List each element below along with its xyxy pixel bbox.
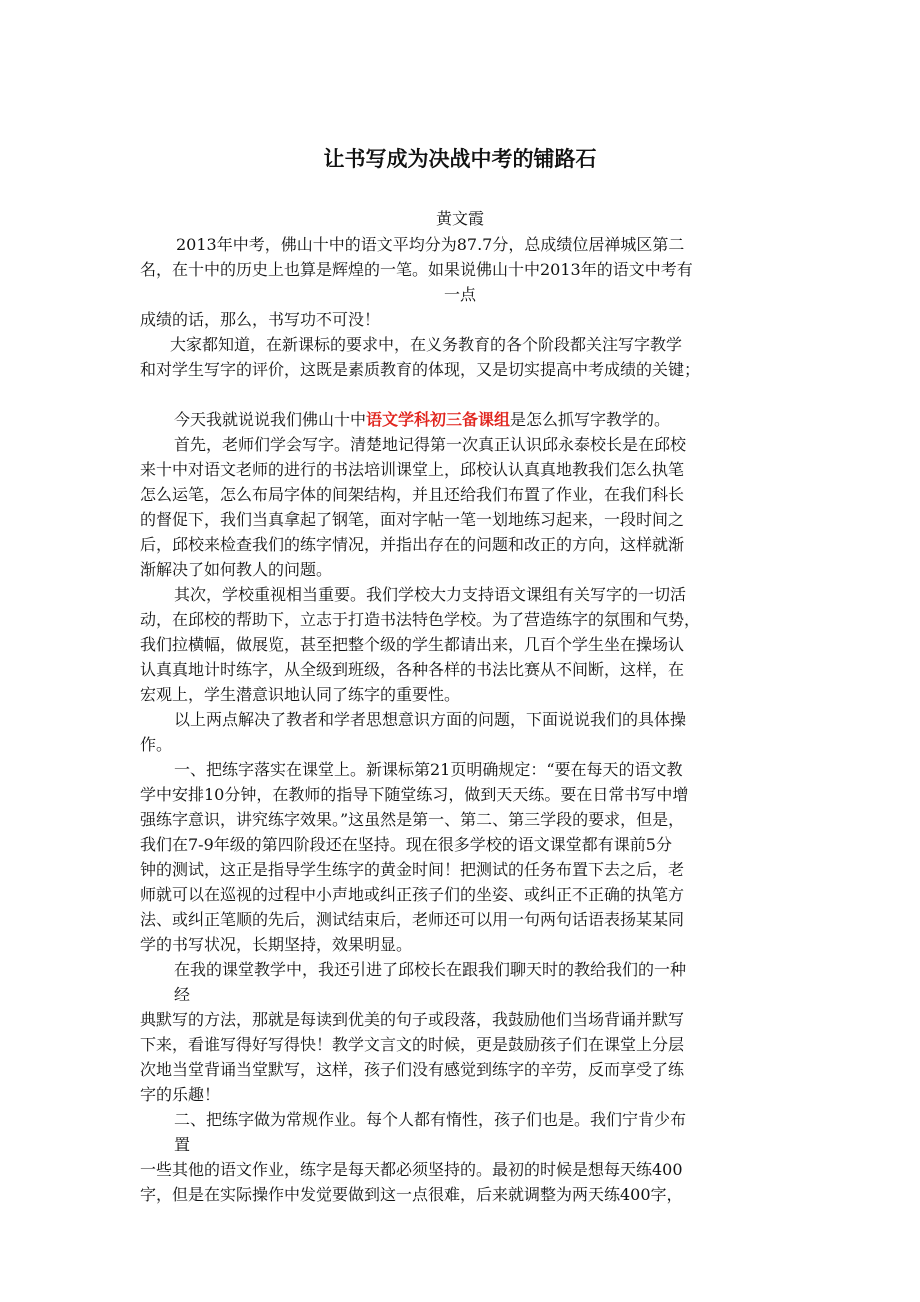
highlighted-group-name: 语文学科初三备课组 xyxy=(366,410,511,429)
text-line: 学的书写状况，长期坚持，效果明显。 xyxy=(140,935,413,954)
text-line: 典默写的方法，那就是每读到优美的句子或段落，我鼓励他们当场背诵并默写 xyxy=(140,1010,685,1029)
blank-line xyxy=(140,382,780,407)
text-line: 字的乐趣！ xyxy=(140,1085,221,1104)
text-line: 学中安排10分钟，在教师的指导下随堂练习，做到天天练。要在日常书写中增 xyxy=(140,785,689,804)
author-name: 黄文霞 xyxy=(435,209,484,228)
text-line: 强练字意识，讲究练字效果。”这虽然是第一、第二、第三学段的要求，但是， xyxy=(140,810,685,829)
text-line: 我们在7-9年级的第四阶段还在坚持。现在很多学校的语文课堂都有课前5分 xyxy=(140,835,672,854)
text-line: 一、把练字落实在课堂上。新课标第21页明确规定：“要在每天的语文教 xyxy=(174,760,683,779)
text-line: 的督促下，我们当真拿起了钢笔，面对字帖一笔一划地练习起来，一段时间之 xyxy=(140,510,685,529)
text-line: 后，邱校来检查我们的练字情况，并指出存在的问题和改正的方向，这样就渐 xyxy=(140,535,685,554)
text-line: 我们拉横幅，做展览，甚至把整个级的学生都请出来，几百个学生坐在操场认 xyxy=(140,635,685,654)
text-line: 一些其他的语文作业，练字是每天都必须坚持的。最初的时候是想每天练400 xyxy=(140,1160,683,1179)
text-line: 下来，看谁写得好写得快！教学文言文的时候，更是鼓励孩子们在课堂上分层 xyxy=(140,1035,685,1054)
text-line: 字，但是在实际操作中发觉要做到这一点很难，后来就调整为两天练400字， xyxy=(140,1185,683,1204)
text-line: 渐解决了如何教人的问题。 xyxy=(140,560,333,579)
text-line: 钟的测试，这正是指导学生练字的黄金时间！把测试的任务布置下去之后，老 xyxy=(140,860,685,879)
text-line: 2013年中考，佛山十中的语文平均分为87.7分，总成绩位居禅城区第二 xyxy=(176,235,685,254)
text-line: 法、或纠正笔顺的先后，测试结束后，老师还可以用一句两句话语表扬某某同 xyxy=(140,910,685,929)
text-segment: 是怎么抓写字教学的。 xyxy=(510,410,671,429)
text-line: 以上两点解决了教者和学者思想意识方面的问题，下面说说我们的具体操 xyxy=(174,710,687,729)
text-line: 来十中对语文老师的进行的书法培训课堂上，邱校认认真真地教我们怎么执笔 xyxy=(140,460,685,479)
text-line: 动，在邱校的帮助下，立志于打造书法特色学校。为了营造练字的氛围和气势， xyxy=(140,610,701,629)
text-line: 成绩的话，那么，书写功不可没！ xyxy=(140,310,381,329)
text-line: 师就可以在巡视的过程中小声地或纠正孩子们的坐姿、或纠正不正确的执笔方 xyxy=(140,885,685,904)
text-line: 和对学生写字的评价，这既是素质教育的体现，又是切实提高中考成绩的关键； xyxy=(140,360,701,379)
text-line: 怎么运笔，怎么布局字体的间架结构，并且还给我们布置了作业，在我们科长 xyxy=(140,485,685,504)
text-line: 次地当堂背诵当堂默写，这样，孩子们没有感觉到练字的辛劳，反而享受了练 xyxy=(140,1060,685,1079)
text-line: 经 xyxy=(174,985,191,1004)
document-body xyxy=(140,232,780,1207)
text-line: 大家都知道，在新课标的要求中，在义务教育的各个阶段都关注写字教学 xyxy=(170,335,683,354)
text-line: 二、把练字做为常规作业。每个人都有惰性，孩子们也是。我们宁肯少布 xyxy=(174,1110,687,1129)
text-line: 作。 xyxy=(140,735,173,754)
text-line: 名，在十中的历史上也算是辉煌的一笔。如果说佛山十中2013年的语文中考有 xyxy=(140,260,693,279)
text-segment: 今天我就说说我们佛山十中 xyxy=(174,410,367,429)
text-line: 置 xyxy=(174,1135,191,1154)
text-line: 认真真地计时练字，从全级到班级，各种各样的书法比赛从不间断，这样，在 xyxy=(140,660,685,679)
text-line: 一点 xyxy=(443,285,476,304)
document-title: 让书写成为决战中考的铺路石 xyxy=(323,146,597,171)
text-line: 在我的课堂教学中，我还引进了邱校长在跟我们聊天时的教给我们的一种 xyxy=(174,960,687,979)
text-line xyxy=(140,407,780,432)
text-line: 宏观上，学生潜意识地认同了练字的重要性。 xyxy=(140,685,461,704)
text-line: 其次，学校重视相当重要。我们学校大力支持语文课组有关写字的一切活 xyxy=(174,585,687,604)
text-line: 首先，老师们学会写字。清楚地记得第一次真正认识邱永泰校长是在邱校 xyxy=(174,435,687,454)
